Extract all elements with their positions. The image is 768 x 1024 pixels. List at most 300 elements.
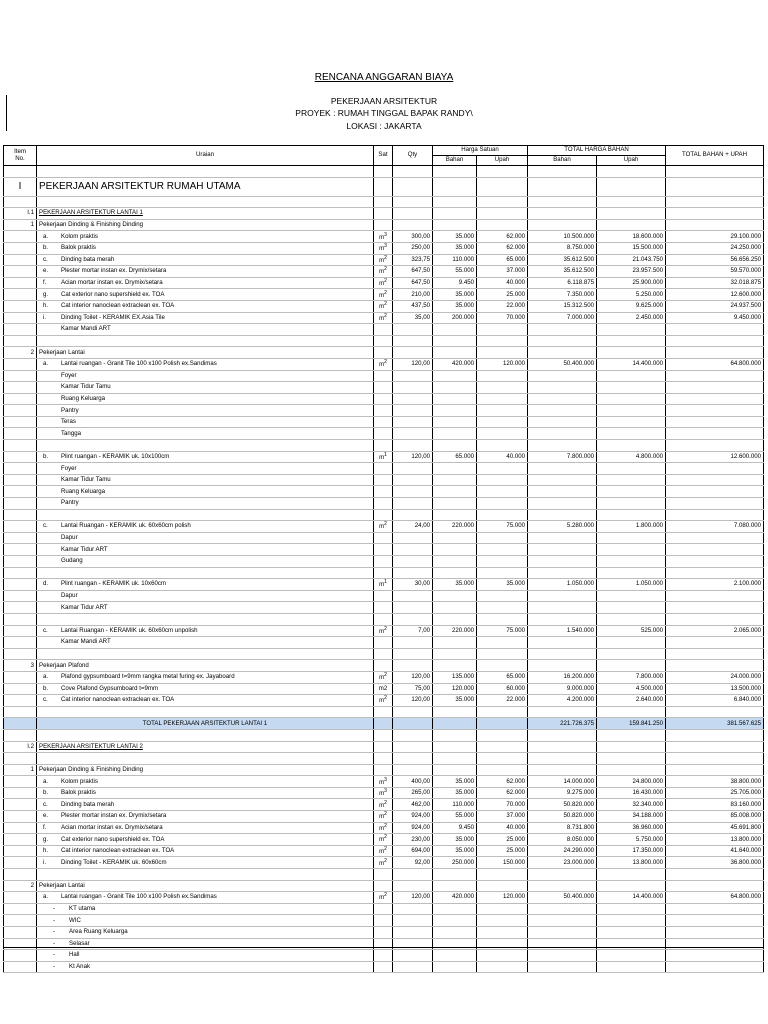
grand-total-cell [666, 869, 764, 881]
unit-exponent: 2 [384, 857, 387, 864]
blank-row [4, 166, 764, 178]
description-cell [37, 729, 374, 741]
blank-row [4, 613, 764, 625]
line-item-row [4, 312, 764, 324]
item-cell [4, 729, 37, 741]
unit-cell [374, 660, 393, 672]
description-cell [37, 231, 374, 243]
unit-price-labor-cell [477, 486, 528, 498]
unit-price-material-cell [433, 637, 477, 649]
unit-price-labor-cell [477, 567, 528, 579]
unit-price-labor-cell [477, 637, 528, 649]
description-cell [37, 166, 374, 178]
unit-price-material-cell [433, 382, 477, 394]
description-cell [37, 602, 374, 614]
item-cell [4, 300, 37, 312]
total-material-cell [528, 474, 597, 486]
total-material-cell: 15.312.500 [528, 300, 597, 312]
item-cell [4, 764, 37, 776]
unit-price-labor-cell [477, 405, 528, 417]
item-cell [4, 532, 37, 544]
left-margin-rule [6, 95, 7, 131]
unit-cell [374, 428, 393, 440]
description-cell [37, 915, 374, 927]
grand-total-cell [666, 927, 764, 939]
line-description: Lantai ruangan - Granit Tile 100 x100 Polish ex.Sandimas [61, 360, 217, 368]
blank-row [4, 196, 764, 208]
line-item-row [4, 892, 764, 904]
total-material-cell: 50.820.000 [528, 811, 597, 823]
item-cell [4, 811, 37, 823]
subsection-title: PEKERJAAN ARSITEKTUR LANTAI 2 [39, 742, 143, 750]
description-cell [37, 648, 374, 660]
item-cell [4, 927, 37, 939]
unit-price-material-cell [433, 474, 477, 486]
unit-price-material-cell [433, 764, 477, 776]
total-material-cell [528, 556, 597, 568]
total-material-cell: 9.275.000 [528, 787, 597, 799]
description-cell [37, 405, 374, 417]
unit-label: m [379, 280, 385, 288]
unit-price-material-cell: 110.000 [433, 799, 477, 811]
item-cell [4, 166, 37, 178]
unit-price-labor-cell [477, 219, 528, 231]
grand-total-cell [666, 544, 764, 556]
unit-price-material-cell: 65.000 [433, 451, 477, 463]
description-cell [37, 463, 374, 475]
qty-cell: 30,00 [393, 579, 433, 591]
qty-cell [393, 718, 433, 730]
total-labor-cell: 2.640.000 [597, 695, 666, 707]
line-item-row [4, 845, 764, 857]
table-header [4, 146, 764, 166]
total-material-cell: 8.750.000 [528, 242, 597, 254]
line-code: - [52, 905, 56, 913]
grand-total-cell [666, 602, 764, 614]
unit-price-labor-cell [477, 764, 528, 776]
grand-total-cell: 24.937.500 [666, 300, 764, 312]
description-cell [37, 857, 374, 869]
line-code: f. [43, 279, 47, 286]
description-cell [37, 776, 374, 788]
unit-cell [374, 671, 393, 683]
qty-cell [393, 509, 433, 521]
unit-cell [374, 166, 393, 178]
qty-cell: 437,50 [393, 300, 433, 312]
description-cell [37, 753, 374, 765]
unit-price-material-cell: 35.000 [433, 787, 477, 799]
line-description: Kt Anak [69, 963, 91, 971]
location-row [4, 544, 764, 556]
blank-row [4, 706, 764, 718]
total-material-cell: 23.000.000 [528, 857, 597, 869]
blank-row [4, 440, 764, 452]
item-cell [4, 741, 37, 753]
qty-cell [393, 753, 433, 765]
grand-total-cell [666, 567, 764, 579]
total-material-cell [528, 613, 597, 625]
item-cell [4, 776, 37, 788]
description-cell [37, 613, 374, 625]
grand-total-cell [666, 370, 764, 382]
qty-cell [393, 590, 433, 602]
grand-total-cell [666, 219, 764, 231]
total-material-cell [528, 764, 597, 776]
description-cell [37, 196, 374, 208]
unit-cell [374, 177, 393, 196]
line-item-row [4, 799, 764, 811]
unit-price-material-cell [433, 416, 477, 428]
unit-price-material-cell [433, 567, 477, 579]
unit-price-material-cell [433, 405, 477, 417]
total-material-cell: 14.000.000 [528, 776, 597, 788]
item-cell [4, 335, 37, 347]
unit-cell [374, 289, 393, 301]
unit-price-material-cell [433, 718, 477, 730]
unit-cell [374, 416, 393, 428]
line-description: Dinding Toilet - KERAMIK uk. 60x60cm [61, 858, 167, 866]
project-subtitle: PROYEK : RUMAH TINGGAL BAPAK RANDY\ [295, 108, 473, 118]
unit-cell [374, 613, 393, 625]
item-cell [4, 880, 37, 892]
description-cell [37, 521, 374, 533]
qty-cell [393, 602, 433, 614]
item-cell [4, 579, 37, 591]
grand-total-cell [666, 764, 764, 776]
grand-total-cell [666, 637, 764, 649]
line-code: f. [43, 823, 47, 831]
grand-total-cell: 38.800.000 [666, 776, 764, 788]
line-description: Kolom praktis [61, 232, 98, 240]
item-cell [4, 567, 37, 579]
line-code: a. [43, 673, 49, 681]
total-labor-cell [597, 764, 666, 776]
unit-price-labor-cell [477, 177, 528, 196]
description-cell [37, 880, 374, 892]
unit-cell [374, 335, 393, 347]
grand-total-cell [666, 405, 764, 417]
total-material-cell [528, 660, 597, 672]
unit-price-material-cell: 35.000 [433, 289, 477, 301]
grand-total-cell [666, 208, 764, 220]
line-code: b. [43, 684, 49, 692]
total-material-cell [528, 416, 597, 428]
grand-total-cell [666, 440, 764, 452]
total-material-cell [528, 382, 597, 394]
grand-total-cell: 13.500.000 [666, 683, 764, 695]
total-material-cell [528, 509, 597, 521]
unit-exponent: 2 [384, 254, 387, 261]
qty-cell [393, 741, 433, 753]
line-code: c. [43, 522, 48, 530]
unit-exponent: 2 [384, 695, 387, 702]
blank-row [4, 509, 764, 521]
total-labor-cell [597, 567, 666, 579]
item-cell [4, 671, 37, 683]
total-material-cell [528, 463, 597, 475]
line-code: h. [43, 847, 49, 855]
unit-cell [374, 857, 393, 869]
total-labor-cell [597, 915, 666, 927]
unit-price-labor-cell: 25.000 [477, 834, 528, 846]
unit-cell [374, 718, 393, 730]
item-cell [4, 177, 37, 196]
unit-price-labor-cell [477, 915, 528, 927]
description-cell [37, 671, 374, 683]
qty-cell: 647,50 [393, 266, 433, 278]
total-material-cell: 50.820.000 [528, 799, 597, 811]
unit-exponent: 2 [384, 277, 387, 284]
group-number: 1 [30, 221, 34, 229]
qty-cell [393, 869, 433, 881]
unit-price-material-cell [433, 166, 477, 178]
total-labor-cell [597, 880, 666, 892]
qty-cell [393, 382, 433, 394]
unit-label: m [379, 697, 385, 705]
total-labor-cell: 36.960.000 [597, 822, 666, 834]
line-description: Plafond gypsumboard t=9mm rangka metal furing ex. Jayaboard [61, 673, 235, 681]
unit-cell [374, 927, 393, 939]
qty-cell [393, 950, 433, 962]
grand-total-cell [666, 950, 764, 962]
unit-cell [374, 637, 393, 649]
total-material-cell [528, 880, 597, 892]
total-labor-cell: 159.841.250 [597, 718, 666, 730]
line-item-row [4, 451, 764, 463]
line-item-row [4, 671, 764, 683]
location-row [4, 903, 764, 915]
unit-price-labor-cell [477, 590, 528, 602]
group-title: Pekerjaan Dinding & Finishing Dinding [39, 765, 143, 773]
total-labor-cell [597, 324, 666, 336]
grand-total-cell: 6.840.000 [666, 695, 764, 707]
unit-price-material-cell: 35.000 [433, 834, 477, 846]
grand-total-cell: 2.065.000 [666, 625, 764, 637]
unit-label: m [379, 848, 385, 856]
total-labor-cell [597, 660, 666, 672]
blank-row [4, 335, 764, 347]
item-cell [4, 474, 37, 486]
total-material-cell [528, 706, 597, 718]
description-cell [37, 579, 374, 591]
total-material-cell [528, 498, 597, 510]
description-cell [37, 509, 374, 521]
line-description: Gudang [61, 557, 83, 565]
unit-price-labor-cell [477, 474, 528, 486]
total-material-cell [528, 950, 597, 962]
total-labor-cell [597, 370, 666, 382]
subsection-number: I.1 [27, 209, 34, 217]
grand-total-cell [666, 961, 764, 973]
description-cell [37, 474, 374, 486]
group-title: Pekerjaan Lantai [39, 348, 85, 356]
unit-price-material-cell [433, 903, 477, 915]
item-cell [4, 219, 37, 231]
description-cell [37, 416, 374, 428]
total-labor-cell [597, 486, 666, 498]
total-material-cell [528, 440, 597, 452]
unit-exponent: 3 [384, 788, 387, 795]
unit-price-labor-cell [477, 335, 528, 347]
unit-cell [374, 567, 393, 579]
unit-exponent: 2 [384, 266, 387, 273]
qty-cell [393, 613, 433, 625]
qty-cell: 120,00 [393, 358, 433, 370]
total-material-cell: 1.050.000 [528, 579, 597, 591]
unit-label: m [379, 314, 385, 322]
group-title: Pekerjaan Plafond [39, 661, 89, 669]
grand-total-cell: 24.000.000 [666, 671, 764, 683]
unit-cell [374, 729, 393, 741]
unit-price-labor-cell [477, 208, 528, 220]
description-cell [37, 637, 374, 649]
description-cell [37, 683, 374, 695]
total-labor-cell: 14.400.000 [597, 358, 666, 370]
item-cell [4, 544, 37, 556]
line-code: - [52, 939, 56, 947]
unit-cell [374, 822, 393, 834]
unit-cell [374, 695, 393, 707]
line-code: b. [43, 789, 49, 797]
total-labor-cell [597, 498, 666, 510]
unit-cell [374, 903, 393, 915]
location-row [4, 393, 764, 405]
qty-cell [393, 440, 433, 452]
qty-cell: 647,50 [393, 277, 433, 289]
unit-exponent: 2 [384, 359, 387, 366]
item-cell [4, 498, 37, 510]
item-cell [4, 405, 37, 417]
item-cell [4, 416, 37, 428]
unit-price-material-cell: 55.000 [433, 811, 477, 823]
grand-total-cell [666, 393, 764, 405]
total-labor-cell [597, 219, 666, 231]
description-cell [37, 869, 374, 881]
total-material-cell [528, 324, 597, 336]
unit-price-material-cell [433, 486, 477, 498]
description-cell [37, 787, 374, 799]
unit-price-labor-cell: 25.000 [477, 845, 528, 857]
qty-cell [393, 660, 433, 672]
location-row [4, 405, 764, 417]
total-labor-cell [597, 463, 666, 475]
unit-cell [374, 324, 393, 336]
description-cell [37, 718, 374, 730]
line-code: a. [43, 777, 49, 785]
description-cell [37, 764, 374, 776]
description-cell [37, 706, 374, 718]
grand-total-cell [666, 498, 764, 510]
line-code: c. [43, 626, 48, 634]
unit-label: m [379, 836, 385, 844]
unit-price-material-cell [433, 428, 477, 440]
location-row [4, 961, 764, 973]
grand-total-cell: 36.800.000 [666, 857, 764, 869]
total-labor-cell [597, 428, 666, 440]
qty-cell [393, 915, 433, 927]
grand-total-cell [666, 416, 764, 428]
unit-cell [374, 208, 393, 220]
unit-cell [374, 463, 393, 475]
line-code: b. [43, 452, 49, 460]
subtotal-label: TOTAL PEKERJAAN ARSITEKTUR LANTAI 1 [142, 719, 268, 727]
grand-total-cell [666, 474, 764, 486]
description-cell [37, 903, 374, 915]
qty-cell [393, 405, 433, 417]
unit-exponent: 2 [384, 811, 387, 818]
item-cell [4, 602, 37, 614]
line-description: Plester mortar instan ex. Drymix/setara [61, 812, 167, 820]
description-cell [37, 382, 374, 394]
total-material-cell [528, 567, 597, 579]
total-material-cell: 8.050.000 [528, 834, 597, 846]
total-labor-cell: 18.600.000 [597, 231, 666, 243]
unit-cell [374, 706, 393, 718]
total-labor-cell [597, 903, 666, 915]
description-cell [37, 289, 374, 301]
unit-price-labor-cell: 37.000 [477, 266, 528, 278]
qty-cell [393, 347, 433, 359]
unit-price-material-cell [433, 393, 477, 405]
unit-price-material-cell [433, 324, 477, 336]
unit-price-labor-cell [477, 741, 528, 753]
unit-price-material-cell [433, 927, 477, 939]
unit-price-labor-cell [477, 382, 528, 394]
total-labor-cell [597, 166, 666, 178]
line-description: Plint ruangan - KERAMIK uk. 10x100cm [61, 452, 170, 460]
grand-total-cell: 2.100.000 [666, 579, 764, 591]
unit-price-material-cell [433, 880, 477, 892]
location-row [4, 950, 764, 962]
total-material-cell [528, 347, 597, 359]
unit-label: m [379, 453, 385, 461]
unit-exponent: 3 [384, 231, 387, 238]
qty-cell [393, 486, 433, 498]
item-cell [4, 834, 37, 846]
unit-exponent: 2 [384, 892, 387, 899]
unit-cell [374, 776, 393, 788]
unit-label: m [379, 303, 385, 311]
unit-price-material-cell [433, 370, 477, 382]
grand-total-cell [666, 613, 764, 625]
item-cell [4, 393, 37, 405]
section-title: PEKERJAAN ARSITEKTUR RUMAH UTAMA [39, 180, 241, 192]
unit-label: m [379, 859, 385, 867]
line-description: Cat exterior nano supershield ex. TOA [61, 290, 165, 298]
unit-label: m [379, 361, 385, 369]
unit-exponent: 2 [384, 822, 387, 829]
total-material-cell [528, 590, 597, 602]
unit-exponent: 3 [384, 776, 387, 783]
unit-price-labor-cell [477, 648, 528, 660]
description-cell [37, 335, 374, 347]
unit-price-material-cell [433, 706, 477, 718]
total-material-cell [528, 927, 597, 939]
line-description: Balok praktis [61, 244, 96, 252]
cost-estimate-table [3, 145, 764, 973]
unit-cell [374, 869, 393, 881]
location-row [4, 556, 764, 568]
grand-total-cell: 13.800.000 [666, 834, 764, 846]
line-description: Teras [61, 418, 76, 426]
item-cell [4, 857, 37, 869]
item-cell [4, 347, 37, 359]
total-material-cell [528, 166, 597, 178]
group-number: 2 [30, 881, 34, 889]
line-code: g. [43, 835, 49, 843]
location-row [4, 590, 764, 602]
item-cell [4, 845, 37, 857]
